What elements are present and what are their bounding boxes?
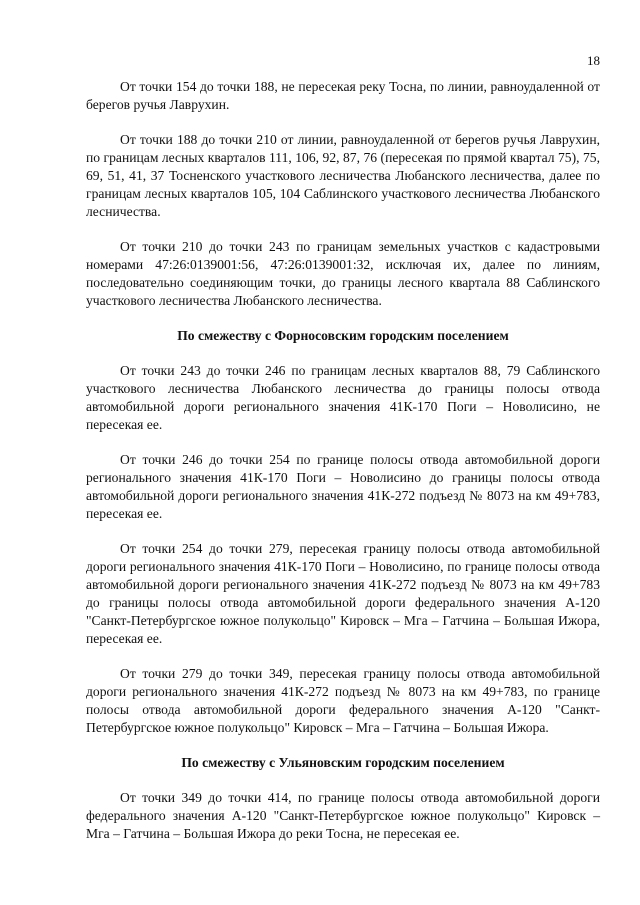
paragraph-188-210: От точки 188 до точки 210 от линии, равноудаленной от берегов ручья Лаврухин, по границам лесных кварталов 111, 106, 92, 87, 76 (пересекая по прямой квартал 75), 75, 69, 51, 41, 37 Тосненского участкового лесничества Любанского лесничества, далее по границам лесных кварталов 105, 104 Саблинского участкового лесничества Любанского лесничества. <box>86 132 600 219</box>
paragraph-349-414: От точки 349 до точки 414, по границе полосы отвода автомобильной дороги федерального значения А-120 "Санкт-Петербургское южное полукольцо" Кировск – Мга – Гатчина – Большая Ижора до реки Тосна, не пересекая ее. <box>86 790 600 841</box>
paragraph-243-246: От точки 243 до точки 246 по границам лесных кварталов 88, 79 Саблинского участкового лесничества Любанского лесничества до границы полосы отвода автомобильной дороги регионального значения 41К-170 Поги – Новолисино, не пересекая ее. <box>86 363 600 432</box>
paragraph-210-243: От точки 210 до точки 243 по границам земельных участков с кадастровыми номерами 47:26:0139001:56, 47:26:0139001:32, исключая их, далее по линиям, последовательно соединяющим точки, до границы лесного квартала 88 Саблинского участкового лесничества Любанского лесничества. <box>86 239 600 308</box>
paragraph-246-254: От точки 246 до точки 254 по границе полосы отвода автомобильной дороги регионального значения 41К-170 Поги – Новолисино до границы полосы отвода автомобильной дороги регионального значения 41К-272 подъезд № 8073 на км 49+783, пересекая ее. <box>86 452 600 521</box>
section-heading-fornosovo: По смежеству с Форносовским городским поселением <box>177 328 509 343</box>
page-number: 18 <box>587 53 600 68</box>
section-heading-ulyanovka: По смежеству с Ульяновским городским поселением <box>181 755 505 770</box>
paragraph-254-279: От точки 254 до точки 279, пересекая границу полосы отвода автомобильной дороги регионального значения 41К-170 Поги – Новолисино, по границе полосы отвода автомобильной дороги регионального значения 41К-272 подъезд № 8073 на км 49+783 до границы полосы отвода автомобильной дороги федерального значения А-120 "Санкт-Петербургское южное полукольцо" Кировск – Мга – Гатчина – Большая Ижора, пересекая ее. <box>86 541 600 646</box>
paragraph-154-188: От точки 154 до точки 188, не пересекая реку Тосна, по линии, равноудаленной от берегов ручья Лаврухин. <box>86 79 600 112</box>
paragraph-279-349: От точки 279 до точки 349, пересекая границу полосы отвода автомобильной дороги регионального значения 41К-272 подъезд № 8073 на км 49+783, по границе полосы отвода автомобильной дороги федерального значения А-120 "Санкт-Петербургское южное полукольцо" Кировск – Мга – Гатчина – Большая Ижора. <box>86 666 600 735</box>
document-body <box>86 78 600 860</box>
